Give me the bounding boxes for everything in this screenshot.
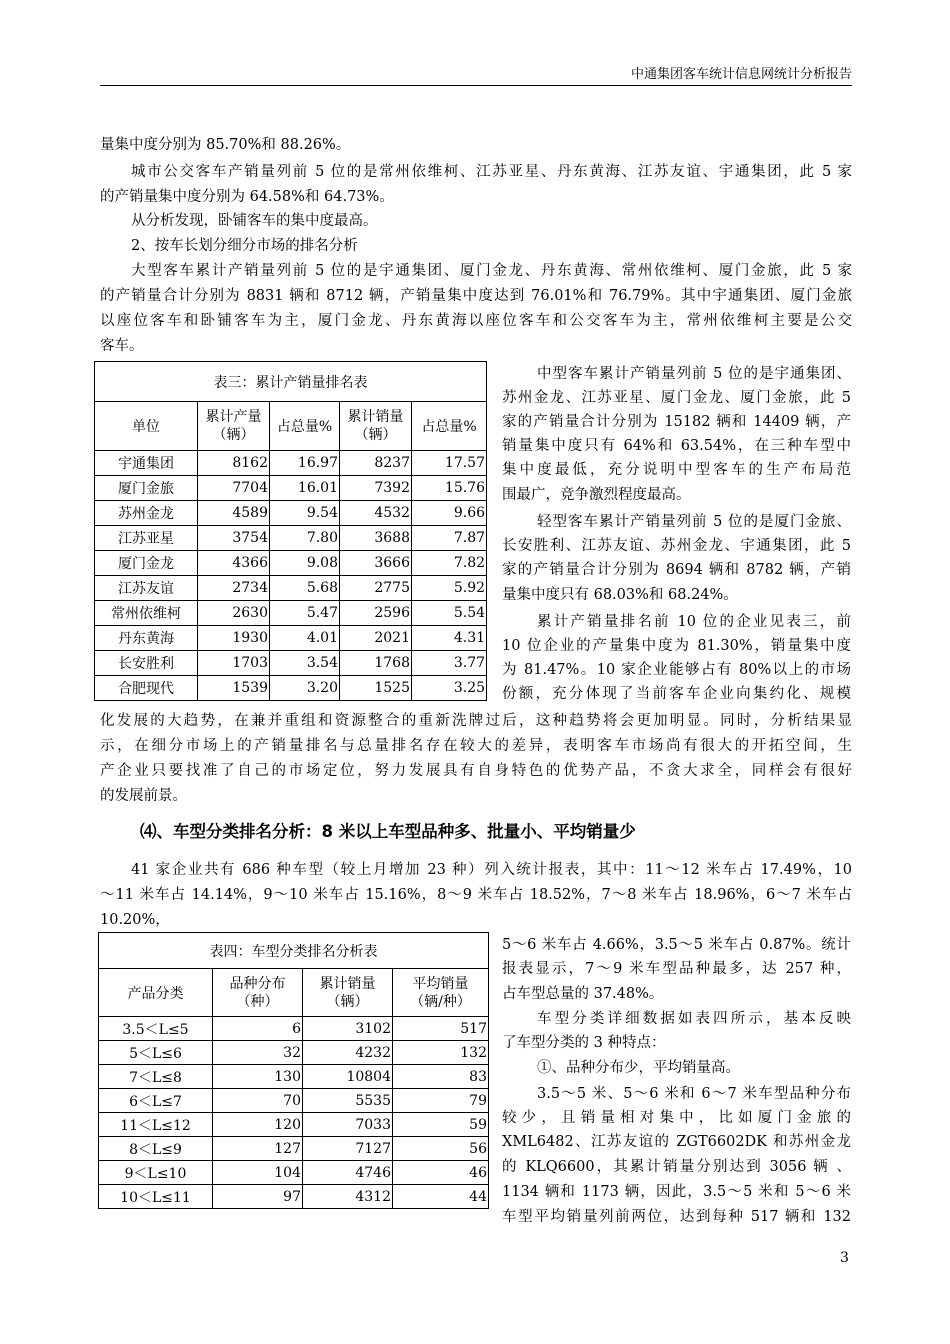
table-cell: 江苏友谊 <box>95 576 198 601</box>
table-cell: 厦门金旅 <box>95 476 198 501</box>
table-cell: 79 <box>393 1089 489 1113</box>
text-line: 份额，充分体现了当前客车企业向集约化、规模 <box>502 686 851 702</box>
table-cell: 83 <box>393 1065 489 1089</box>
table-cell: 丹东黄海 <box>95 626 198 651</box>
table-cell: 7＜L≤8 <box>99 1065 213 1089</box>
table-cell: 127 <box>213 1137 303 1161</box>
section-heading: ⑷、车型分类排名分析：8 米以上车型品种多、批量小、平均销量少 <box>140 822 636 841</box>
table-cell: 130 <box>213 1065 303 1089</box>
table-cell: 5535 <box>303 1089 393 1113</box>
table-row <box>95 651 487 676</box>
table3-header-share: 占总量% <box>270 402 340 451</box>
text-line: 10.20%， <box>100 912 170 928</box>
text-line: 占车型总量的 37.48%。 <box>502 986 664 1002</box>
text-line: 较少，且销量相对集中，比如厦门金旅的 <box>502 1110 851 1126</box>
text-line: 的产销量集中度分别为 64.58%和 64.73%。 <box>100 189 394 205</box>
table-row <box>99 1137 489 1161</box>
table-cell: 1768 <box>340 651 412 676</box>
table-cell: 11＜L≤12 <box>99 1113 213 1137</box>
table-cell: 4532 <box>340 501 412 526</box>
table3-header-sales: 累计销量 （辆） <box>340 402 412 451</box>
table-cell: 46 <box>393 1161 489 1185</box>
table-row <box>95 551 487 576</box>
table3-header-production: 累计产量 （辆） <box>198 402 270 451</box>
page-header <box>100 61 852 86</box>
table-cell: 4589 <box>198 501 270 526</box>
table-cell: 9＜L≤10 <box>99 1161 213 1185</box>
table-cell: 7.80 <box>270 526 340 551</box>
table3-header-unit: 单位 <box>95 402 198 451</box>
table4-header-sales: 累计销量 （辆） <box>303 969 393 1017</box>
table4-body <box>99 1017 489 1209</box>
text-line: 车型分类详细数据如表四所示，基本反映 <box>537 1011 851 1027</box>
table-cell: 1539 <box>198 676 270 701</box>
table-cell: 6＜L≤7 <box>99 1089 213 1113</box>
text-line: 客车。 <box>100 338 144 354</box>
table3-body <box>95 451 487 701</box>
table-cell: 2596 <box>340 601 412 626</box>
table-row <box>95 501 487 526</box>
text-line: 轻型客车累计产销量列前 5 位的是厦门金旅、 <box>537 514 851 530</box>
table-cell: 120 <box>213 1113 303 1137</box>
table-cell: 9.54 <box>270 501 340 526</box>
table-cell: 苏州金龙 <box>95 501 198 526</box>
text-line: 报表显示，7～9 米车型品种最多，达 257 种， <box>502 961 851 977</box>
table-cell: 132 <box>393 1041 489 1065</box>
table-cell: 7.87 <box>412 526 487 551</box>
table-cell: 3.25 <box>412 676 487 701</box>
text-line: ①、品种分布少，平均销量高。 <box>537 1060 740 1076</box>
table-row <box>95 626 487 651</box>
table-cell: 1525 <box>340 676 412 701</box>
text-line: 累计产销量排名前 10 位的企业见表三，前 <box>537 614 851 630</box>
table-cell: 97 <box>213 1185 303 1209</box>
table-cell: 4.01 <box>270 626 340 651</box>
text-line: 1134 辆和 1173 辆，因此，3.5～5 米和 5～6 米 <box>502 1184 851 1200</box>
table-row <box>99 1113 489 1137</box>
table-cell: 517 <box>393 1017 489 1041</box>
text-line: 5～6 米车占 4.66%，3.5～5 米车占 0.87%。统计 <box>502 937 851 953</box>
text-line: 家的产销量合计分别为 8694 辆和 8782 辆，产销 <box>502 562 851 578</box>
subheading: 2、按车长划分细分市场的排名分析 <box>131 238 358 254</box>
table-cell: 8＜L≤9 <box>99 1137 213 1161</box>
table4-header-average: 平均销量 （辆/种） <box>393 969 489 1017</box>
table-cell: 10804 <box>303 1065 393 1089</box>
table4-title: 表四：车型分类排名分析表 <box>99 933 489 969</box>
table-row <box>95 526 487 551</box>
table-cell: 常州依维柯 <box>95 601 198 626</box>
text-line: 的产销量合计分别为 8831 辆和 8712 辆，产销量集中度达到 76.01%和 76.79%。其中宇通集团、厦门金旅 <box>100 288 852 304</box>
table-cell: 长安胜利 <box>95 651 198 676</box>
text-line: 化发展的大趋势，在兼并重组和资源整合的重新洗牌过后，这种趋势将会更加明显。同时，分析结果显 <box>100 713 852 729</box>
table-cell: 7127 <box>303 1137 393 1161</box>
table-cell: 2775 <box>340 576 412 601</box>
text-line: 长安胜利、江苏友谊、苏州金龙、宇通集团，此 5 <box>502 538 851 554</box>
table-cell: 59 <box>393 1113 489 1137</box>
page-number: 3 <box>840 1250 849 1266</box>
table-row <box>99 1161 489 1185</box>
table-cell: 3688 <box>340 526 412 551</box>
table-row <box>99 1041 489 1065</box>
table-cell: 5.68 <box>270 576 340 601</box>
table-cell: 合肥现代 <box>95 676 198 701</box>
table3 <box>94 361 487 701</box>
text-line: 销量集中度只有 64%和 63.54%，在三种车型中 <box>502 438 851 454</box>
table-cell: 9.08 <box>270 551 340 576</box>
table-cell: 3.20 <box>270 676 340 701</box>
table-cell: 1703 <box>198 651 270 676</box>
table4-header-category: 产品分类 <box>99 969 213 1017</box>
text-line: 家的产销量合计分别为 15182 辆和 14409 辆，产 <box>502 414 851 430</box>
table-row <box>95 476 487 501</box>
text-line: 城市公交客车产销量列前 5 位的是常州依维柯、江苏亚星、丹东黄海、江苏友谊、宇通集团，此 5 家 <box>131 164 852 180</box>
table-cell: 3.5＜L≤5 <box>99 1017 213 1041</box>
table-cell: 5＜L≤6 <box>99 1041 213 1065</box>
text-line: 以座位客车和卧铺客车为主，厦门金龙、丹东黄海以座位客车和公交客车为主，常州依维柯主要是公交 <box>100 313 852 329</box>
table-cell: 6 <box>213 1017 303 1041</box>
text-line: 大型客车累计产销量列前 5 位的是宇通集团、厦门金龙、丹东黄海、常州依维柯、厦门金旅，此 5 家 <box>131 263 852 279</box>
table-cell: 宇通集团 <box>95 451 198 476</box>
table-cell: 4746 <box>303 1161 393 1185</box>
table-cell: 4366 <box>198 551 270 576</box>
table-cell: 8162 <box>198 451 270 476</box>
table-cell: 3102 <box>303 1017 393 1041</box>
table-cell: 7033 <box>303 1113 393 1137</box>
text-line: 量集中度分别为 85.70%和 88.26%。 <box>100 137 351 153</box>
table-cell: 2630 <box>198 601 270 626</box>
text-line: 集中度最低，充分说明中型客车的生产布局范 <box>502 462 851 478</box>
text-line: 10 位企业的产量集中度为 81.30%，销量集中度 <box>502 638 851 654</box>
table-cell: 16.97 <box>270 451 340 476</box>
table-cell: 4232 <box>303 1041 393 1065</box>
text-line: 了车型分类的 3 种特点： <box>502 1035 666 1051</box>
table-cell: 32 <box>213 1041 303 1065</box>
text-line: 量集中度只有 68.03%和 68.24%。 <box>502 587 738 603</box>
table-cell: 15.76 <box>412 476 487 501</box>
text-line: 3.5～5 米、5～6 米和 6～7 米车型品种分布 <box>537 1086 851 1102</box>
table-cell: 10＜L≤11 <box>99 1185 213 1209</box>
table-cell: 7392 <box>340 476 412 501</box>
table3-header-share2: 占总量% <box>412 402 487 451</box>
table-cell: 56 <box>393 1137 489 1161</box>
table-row <box>95 601 487 626</box>
table-cell: 4.31 <box>412 626 487 651</box>
header-title: 中通集团客车统计信息网统计分析报告 <box>630 67 852 82</box>
table-row <box>99 1017 489 1041</box>
table-cell: 3666 <box>340 551 412 576</box>
table-row <box>99 1089 489 1113</box>
table-cell: 104 <box>213 1161 303 1185</box>
text-line: ～11 米车占 14.14%，9～10 米车占 15.16%，8～9 米车占 18.52%，7～8 米车占 18.96%，6～7 米车占 <box>100 887 852 903</box>
table-row <box>99 1065 489 1089</box>
text-line: 41 家企业共有 686 种车型（较上月增加 23 种）列入统计报表，其中：11～12 米车占 17.49%，10 <box>131 862 852 878</box>
text-line: 的发展前景。 <box>100 788 187 804</box>
text-line: 示，在细分市场上的产销量排名与总量排名存在较大的差异，表明客车市场尚有很大的开拓空间，生 <box>100 738 852 754</box>
text-line: XML6482、江苏友谊的 ZGT6602DK 和苏州金龙 <box>502 1134 851 1150</box>
table-row <box>99 1185 489 1209</box>
text-line: 从分析发现，卧铺客车的集中度最高。 <box>131 213 378 229</box>
table-cell: 2021 <box>340 626 412 651</box>
table-cell: 3.77 <box>412 651 487 676</box>
table-cell: 8237 <box>340 451 412 476</box>
table-cell: 1930 <box>198 626 270 651</box>
text-line: 产企业只要找准了自己的市场定位，努力发展具有自身特色的优势产品，不贪大求全，同样会有很好 <box>100 763 852 779</box>
table-cell: 厦门金龙 <box>95 551 198 576</box>
table4 <box>98 932 489 1209</box>
table-cell: 17.57 <box>412 451 487 476</box>
table-cell: 3.54 <box>270 651 340 676</box>
table-cell: 5.47 <box>270 601 340 626</box>
table-row <box>95 676 487 701</box>
table-cell: 4312 <box>303 1185 393 1209</box>
table-cell: 3754 <box>198 526 270 551</box>
table-cell: 70 <box>213 1089 303 1113</box>
text-line: 围最广，竞争激烈程度最高。 <box>502 487 691 503</box>
table-cell: 16.01 <box>270 476 340 501</box>
text-line: 为 81.47%。10 家企业能够占有 80%以上的市场 <box>502 662 851 678</box>
table-cell: 7.82 <box>412 551 487 576</box>
table4-header-variety: 品种分布 （种） <box>213 969 303 1017</box>
text-line: 中型客车累计产销量列前 5 位的是宇通集团、 <box>537 366 851 382</box>
table-row <box>95 451 487 476</box>
table-row <box>95 576 487 601</box>
table3-title: 表三：累计产销量排名表 <box>95 362 487 402</box>
table-cell: 江苏亚星 <box>95 526 198 551</box>
table-cell: 9.66 <box>412 501 487 526</box>
text-line: 的 KLQ6600，其累计销量分别达到 3056 辆 、 <box>502 1159 851 1175</box>
table-cell: 5.92 <box>412 576 487 601</box>
text-line: 车型平均销量列前两位，达到每种 517 辆和 132 <box>502 1209 851 1225</box>
table-cell: 44 <box>393 1185 489 1209</box>
text-line: 苏州金龙、江苏亚星、厦门金龙、厦门金旅，此 5 <box>502 390 851 406</box>
table-cell: 2734 <box>198 576 270 601</box>
table-cell: 5.54 <box>412 601 487 626</box>
table-cell: 7704 <box>198 476 270 501</box>
